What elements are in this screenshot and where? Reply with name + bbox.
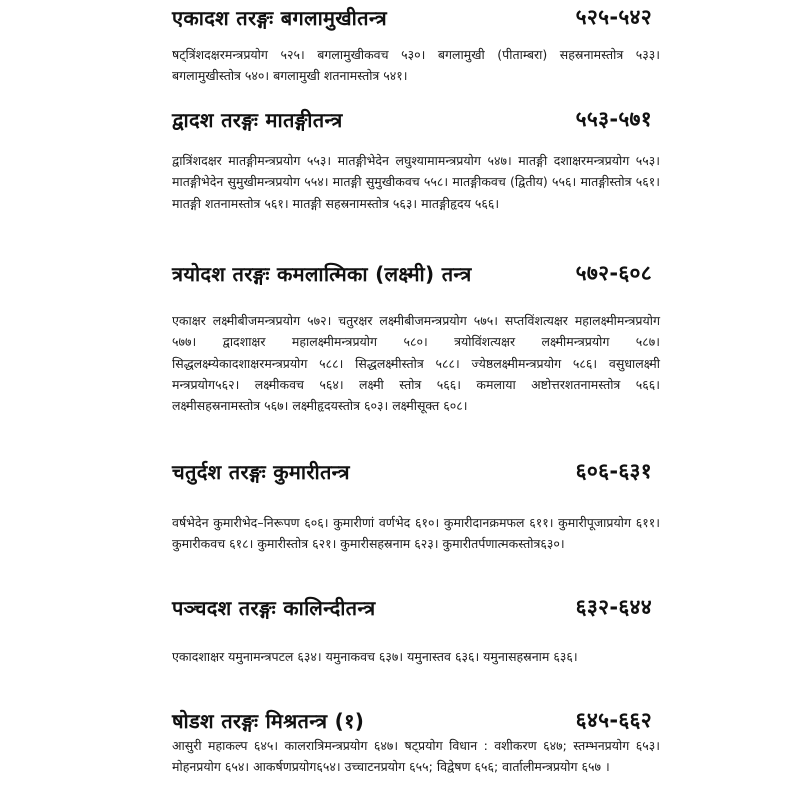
section-title: पञ्चदश तरङ्गः कालिन्दीतन्त्र	[172, 595, 376, 620]
section-title: द्वादश तरङ्गः मातङ्गीतन्त्र	[172, 107, 343, 132]
section-pages: ५५३-५७१	[575, 107, 652, 131]
section-heading	[172, 454, 652, 488]
section-title: एकादश तरङ्गः बगलामुखीतन्त्र	[172, 5, 387, 30]
section-contents: आसुरी महाकल्प ६४५। कालरात्रिमन्त्रप्रयोग ६४७। षट्प्रयोग विधान : वशीकरण ६४७; स्तम्भनप्रयोग ६५३। मोहनप्रयोग ६५४। आकर्षणप्रयोग६५४। उच्चाटनप्रयोग ६५५; विद्वेषण ६५६; वार्तालीमन्त्रप्रयोग ६५७ ।	[172, 738, 660, 775]
section-title: षोडश तरङ्गः मिश्रतन्त्र (१)	[172, 708, 365, 733]
section-title: त्रयोदश तरङ्गः कमलात्मिका (लक्ष्मी) तन्त्र	[172, 261, 472, 286]
section-heading	[172, 703, 652, 737]
section-heading	[172, 0, 652, 34]
section-pages: ५७२-६०८	[575, 261, 652, 285]
section-contents: एकाक्षर लक्ष्मीबीजमन्त्रप्रयोग ५७२। चतुरक्षर लक्ष्मीबीजमन्त्रप्रयोग ५७५। सप्तविंशत्यक्षर महालक्ष्मीमन्त्रप्रयोग ५७७। द्वादशाक्षर महालक्ष्मीमन्त्रप्रयोग ५८०। त्रयोविंशत्यक्षर लक्ष्मीमन्त्रप्रयोग ५८७। सिद्धलक्ष्म्येकादशाक्षरमन्त्रप्रयोग ५८८। सिद्धलक्ष्मीस्तोत्र ५८८। ज्येष्ठलक्ष्मीमन्त्रप्रयोग ५८६। वसुधालक्ष्मी मन्त्रप्रयोग५६२। लक्ष्मीकवच ५६४। लक्ष्मी स्तोत्र ५६६। कमलाया अष्टोत्तरशतनामस्तोत्र ५६६। लक्ष्मीसहस्रनामस्तोत्र ५६७। लक्ष्मीहृदयस्तोत्र ६०३। लक्ष्मीसूक्त ६०८।	[172, 313, 660, 414]
section-pages: ६०६-६३१	[575, 459, 652, 483]
section-contents: वर्षभेदेन कुमारीभेद–निरूपण ६०६। कुमारीणां वर्णभेद ६१०। कुमारीदानक्रमफल ६११। कुमारीपूजाप्रयोग ६११। कुमारीकवच ६१८। कुमारीस्तोत्र ६२१। कुमारीसहस्रनाम ६२३। कुमारीतर्पणात्मकस्तोत्र६३०।	[172, 515, 660, 552]
section-pages: ५२५-५४२	[575, 5, 652, 29]
section-heading	[172, 256, 652, 290]
section-contents: एकादशाक्षर यमुनामन्त्रपटल ६३४। यमुनाकवच ६३७। यमुनास्तव ६३६। यमुनासहस्रनाम ६३६।	[172, 649, 578, 664]
section-heading	[172, 102, 652, 136]
section-heading	[172, 590, 652, 624]
section-pages: ६३२-६४४	[575, 595, 652, 619]
section-contents: द्वात्रिंशदक्षर मातङ्गीमन्त्रप्रयोग ५५३। मातङ्गीभेदेन लघुश्यामामन्त्रप्रयोग ५४७। मातङ्गी दशाक्षरमन्त्रप्रयोग ५५३। मातङ्गीभेदेन सुमुखीमन्त्रप्रयोग ५५४। मातङ्गी सुमुखीकवच ५५८। मातङ्गीकवच (द्वितीय) ५५६। मातङ्गीस्तोत्र ५६१। मातङ्गी शतनामस्तोत्र ५६१। मातङ्गी सहस्रनामस्तोत्र ५६३। मातङ्गीहृदय ५६६।	[172, 153, 660, 211]
section-title: चतुर्दश तरङ्गः कुमारीतन्त्र	[172, 459, 350, 484]
section-contents: षट्त्रिंशदक्षरमन्त्रप्रयोग ५२५। बगलामुखीकवच ५३०। बगलामुखी (पीताम्बरा) सहस्रनामस्तोत्र ५३३। बगलामुखीस्तोत्र ५४०। बगलामुखी शतनामस्तोत्र ५४१।	[172, 47, 660, 84]
section-pages: ६४५-६६२	[575, 708, 652, 732]
